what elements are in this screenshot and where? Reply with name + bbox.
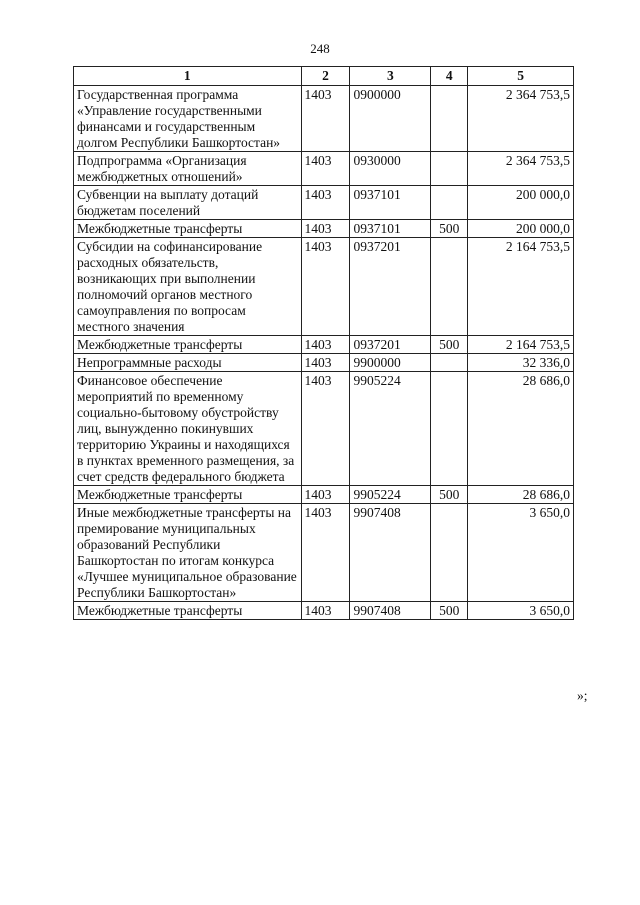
row-name: Межбюджетные трансферты [74,486,302,504]
row-code: 0937101 [350,186,431,220]
row-type: 500 [431,220,468,238]
row-code: 9905224 [350,486,431,504]
row-section: 1403 [301,152,350,186]
row-type [431,238,468,336]
row-amount: 3 650,0 [468,504,574,602]
row-code: 0937201 [350,336,431,354]
row-section: 1403 [301,486,350,504]
row-section: 1403 [301,186,350,220]
row-name: Субсидии на софинансирование расходных обязательств, возникающих при выполнении полномочий органов местного самоуправления по вопросам местного значения [74,238,302,336]
row-type: 500 [431,336,468,354]
row-name: Межбюджетные трансферты [74,220,302,238]
row-code: 9907408 [350,602,431,620]
row-amount: 2 164 753,5 [468,336,574,354]
row-type [431,354,468,372]
row-name: Межбюджетные трансферты [74,602,302,620]
row-code: 0937201 [350,238,431,336]
row-section: 1403 [301,504,350,602]
row-type [431,372,468,486]
row-name: Финансовое обеспечение мероприятий по временному социально-бытовому обустройству лиц, вынужденно покинувших территорию Украины и находящихся в пунктах временного размещения, за счет средств федерального бюджета [74,372,302,486]
row-type [431,86,468,152]
row-type [431,504,468,602]
row-amount: 2 364 753,5 [468,152,574,186]
row-name: Государственная программа «Управление государственными финансами и государственным долгом Республики Башкортостан» [74,86,302,152]
row-code: 0900000 [350,86,431,152]
header-col-3: 3 [350,67,431,86]
row-name: Субвенции на выплату дотаций бюджетам поселений [74,186,302,220]
row-code: 9905224 [350,372,431,486]
table-row [74,504,574,602]
table-row [74,486,574,504]
row-amount: 2 364 753,5 [468,86,574,152]
row-section: 1403 [301,354,350,372]
row-type [431,186,468,220]
header-col-4: 4 [431,67,468,86]
table-header-row [74,67,574,86]
header-col-5: 5 [468,67,574,86]
row-name: Межбюджетные трансферты [74,336,302,354]
header-col-2: 2 [301,67,350,86]
table-row [74,372,574,486]
table-row [74,238,574,336]
table-row [74,602,574,620]
row-code: 0930000 [350,152,431,186]
row-amount: 28 686,0 [468,486,574,504]
closing-quote-mark: »; [577,688,588,703]
row-amount: 28 686,0 [468,372,574,486]
row-name: Подпрограмма «Организация межбюджетных отношений» [74,152,302,186]
row-code: 9900000 [350,354,431,372]
row-section: 1403 [301,372,350,486]
row-section: 1403 [301,602,350,620]
row-type: 500 [431,602,468,620]
row-code: 9907408 [350,504,431,602]
table-row [74,220,574,238]
row-section: 1403 [301,86,350,152]
row-name: Иные межбюджетные трансферты на премирование муниципальных образований Республики Башкортостан по итогам конкурса «Лучшее муниципальное образование Республики Башкортостан» [74,504,302,602]
table-row [74,354,574,372]
row-section: 1403 [301,238,350,336]
budget-table [73,66,574,620]
row-amount: 200 000,0 [468,220,574,238]
row-section: 1403 [301,220,350,238]
row-code: 0937101 [350,220,431,238]
row-amount: 2 164 753,5 [468,238,574,336]
row-type [431,152,468,186]
row-section: 1403 [301,336,350,354]
table-row [74,152,574,186]
header-col-1: 1 [74,67,302,86]
table-row [74,86,574,152]
table-row [74,336,574,354]
row-amount: 3 650,0 [468,602,574,620]
row-name: Непрограммные расходы [74,354,302,372]
row-amount: 32 336,0 [468,354,574,372]
table-row [74,186,574,220]
page-number: 248 [310,41,330,56]
row-type: 500 [431,486,468,504]
row-amount: 200 000,0 [468,186,574,220]
